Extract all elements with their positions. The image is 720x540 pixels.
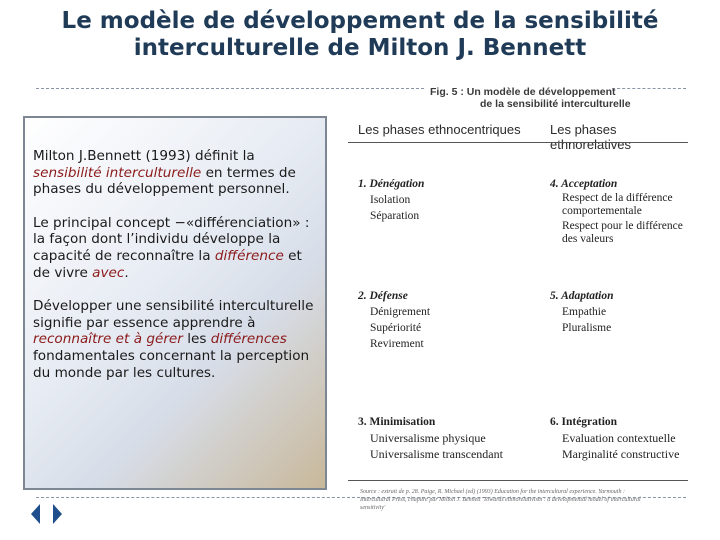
figure-caption-line-2: de la sensibilité interculturelle (480, 98, 631, 110)
phase-item: Marginalité constructive (562, 447, 680, 461)
phase-item: Dénigrement (370, 306, 431, 318)
figure-source: Source : extrait de p. 28. Paige, R. Michael (ed) (1993) Education for the intercultural experience. Yarmouth : Intercultural Press, chapitre par Milton J. Bennett 'Towards ethnorelativism : a developmental model of intercultural sensitivity' (360, 489, 641, 511)
phase-item: Séparation (370, 210, 420, 222)
phase-item: Empathie (562, 306, 607, 318)
phase-item: Respect de la différence comportementale (562, 192, 673, 217)
text-run: . (124, 264, 129, 281)
phase-title: 6. Intégration (550, 416, 618, 428)
phase-acceptation (550, 176, 692, 248)
header-rule (348, 142, 688, 143)
phase-defense (358, 288, 430, 352)
text-run: en termes de phases du développement personnel. (33, 164, 296, 198)
phase-item: Pluralisme (562, 322, 612, 334)
prev-slide-icon[interactable] (31, 504, 40, 524)
footer-rule (348, 480, 688, 481)
title-line-1: Le modèle de développement de la sensibilité (61, 8, 659, 34)
text-run: fondamentales concernant la perception du monde par les cultures. (33, 347, 310, 381)
phase-minimisation (358, 414, 503, 462)
phase-title: 5. Adaptation (550, 290, 614, 302)
phase-title: 3. Minimisation (358, 416, 436, 428)
text-box (23, 116, 327, 490)
phase-item: Revirement (370, 338, 424, 350)
phase-integration (550, 414, 679, 462)
phase-title: 1. Dénégation (358, 178, 425, 190)
slide-title (0, 8, 720, 62)
column-header-ethnorelative: Les phases ethnorelatives (550, 122, 631, 152)
divider-top-left (36, 88, 424, 89)
text-run: Milton J.Bennett (1993) définit la (33, 148, 255, 164)
phase-item: Supériorité (370, 322, 422, 334)
phase-item: Universalisme transcendant (370, 447, 503, 461)
highlight-term: sensibilité interculturelle (33, 164, 202, 181)
next-slide-icon[interactable] (53, 504, 62, 524)
navigation-arrows (29, 503, 71, 525)
figure-caption (430, 86, 680, 110)
text-run: et de vivre (33, 247, 302, 281)
phase-title: 2. Défense (358, 290, 408, 302)
phase-item: Universalisme physique (370, 431, 486, 445)
paragraph-definition (33, 148, 319, 198)
phase-title: 4. Acceptation (550, 178, 618, 190)
text-run: Le principal concept −«différenciation» : la façon dont l’individu développe la capacité de reconnaître la (33, 214, 310, 264)
slide-navigation (29, 503, 71, 525)
phase-item: Respect pour le différence des valeurs (562, 220, 683, 245)
phase-adaptation (550, 288, 613, 336)
phase-item: Isolation (370, 194, 411, 206)
bennett-model-figure (340, 112, 688, 511)
highlight-term: reconnaître et à gérer (33, 331, 183, 348)
title-line-2: interculturelle de Milton J. Bennett (133, 35, 587, 61)
figure-caption-line-1: Fig. 5 : Un modèle de développement (430, 86, 616, 98)
paragraph-development (33, 298, 319, 381)
phase-denegation (358, 176, 424, 224)
paragraph-concept (33, 215, 319, 281)
highlight-term: différence (214, 247, 284, 264)
highlight-term: avec (92, 264, 125, 281)
text-run: les (182, 331, 211, 348)
phase-item: Evaluation contextuelle (562, 431, 676, 445)
column-header-ethnocentric: Les phases ethnocentriques (358, 122, 521, 137)
text-run: Développer une sensibilité interculturelle signifie par essence apprendre à (33, 298, 314, 331)
highlight-term: différences (210, 331, 287, 348)
